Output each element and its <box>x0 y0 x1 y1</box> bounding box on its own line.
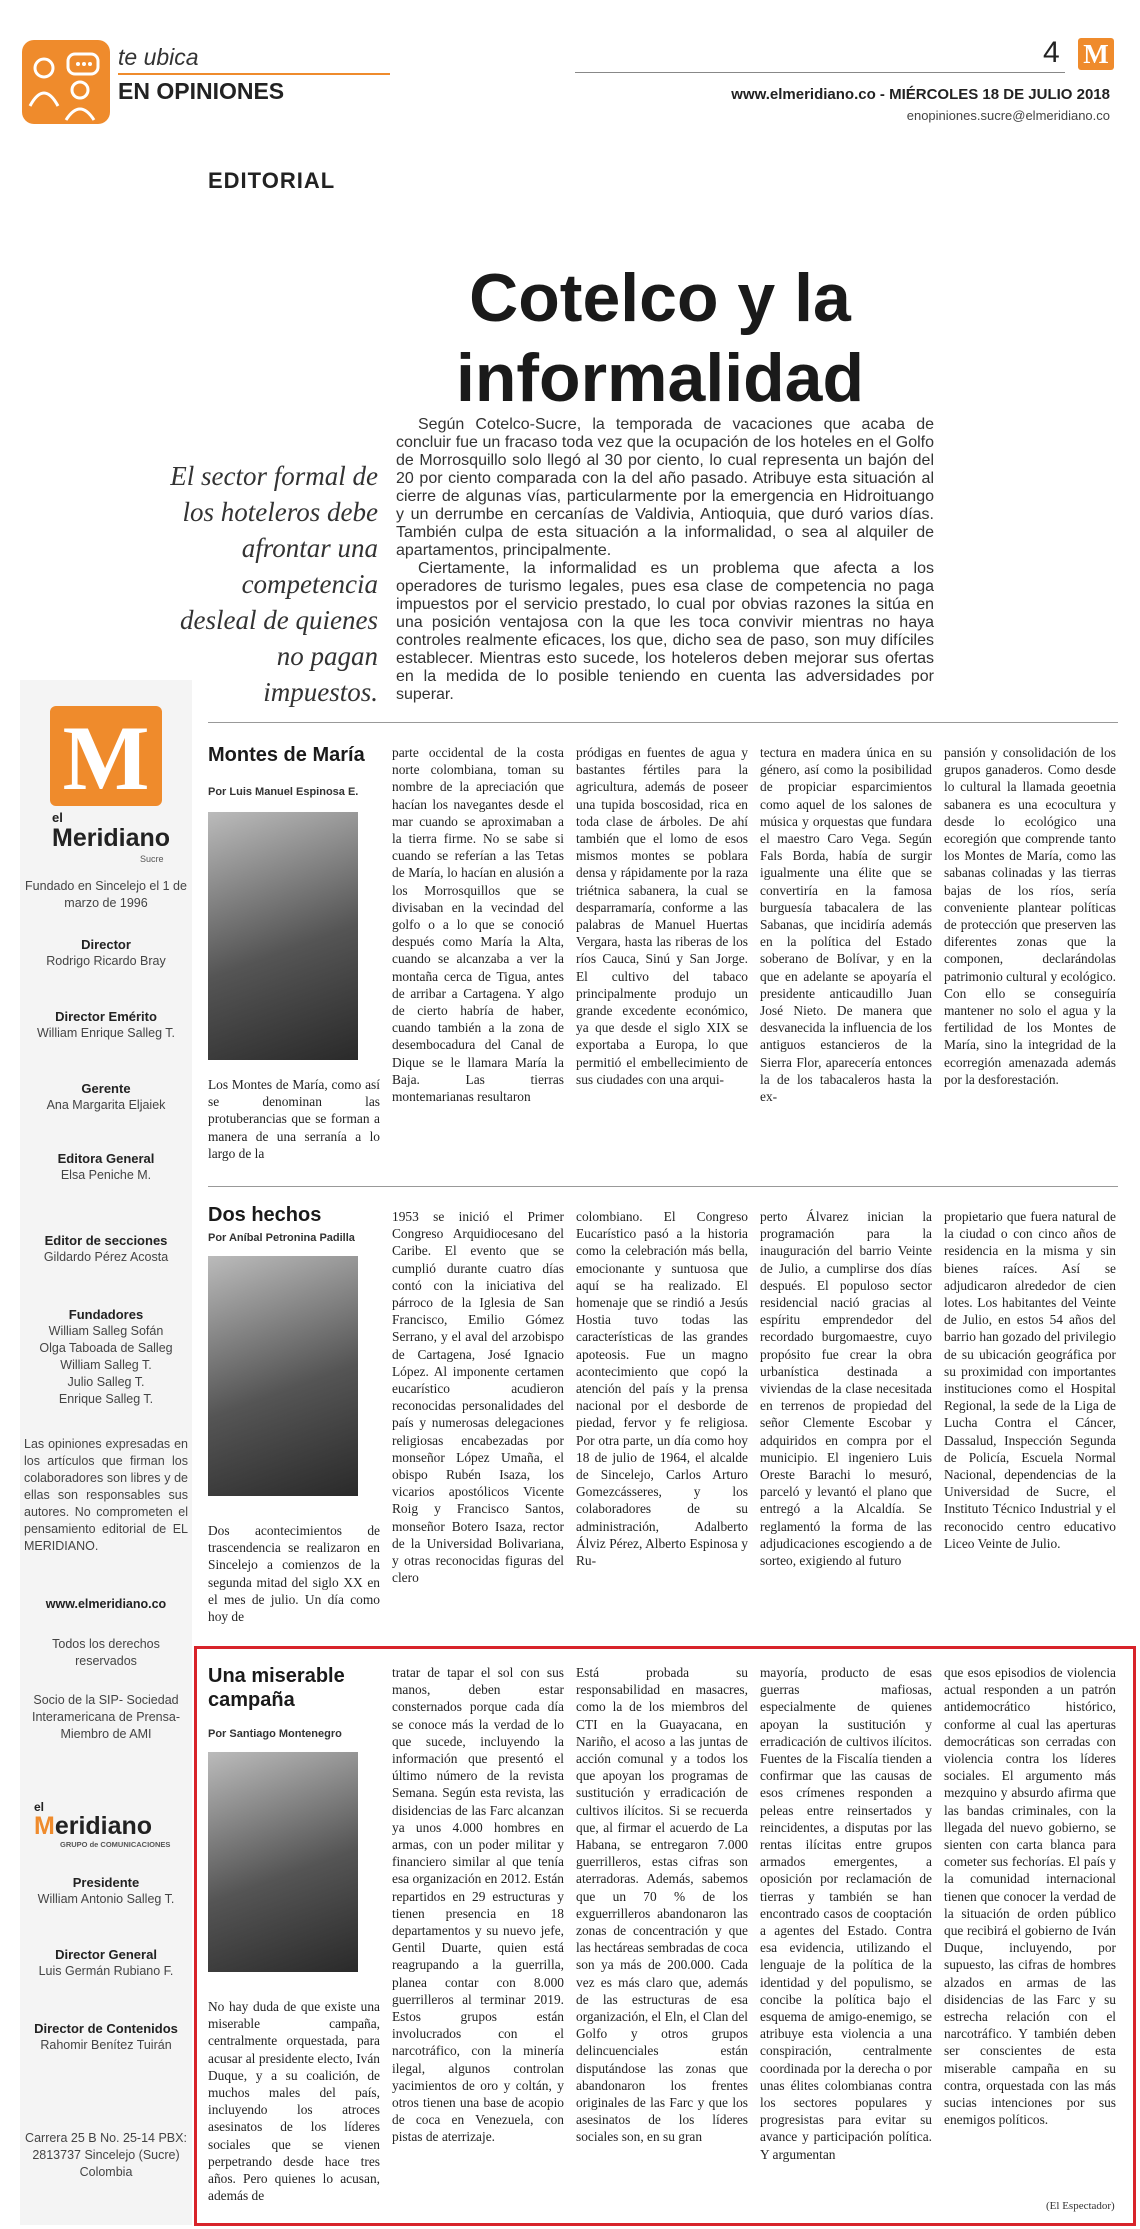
editorial-paragraph: Según Cotelco-Sucre, la temporada de vacaciones que acaba de concluir fue un fracaso toda vez que la ocupación de los hoteles en el Golfo de Morrosquillo solo llegó al 30 por ciento, lo cual representa un bajón del 20 por ciento comparada con la del año pasado. Atribuye esta situación al cierre de algunas vías, particularmente por la emergencia en Hidroituango y un derrumbe en cercanías de Valdivia, Antioquia, que duró varios días. También culpa de esta situación a la informalidad, o sea al alquiler de apartamentos, principalmente. <box>396 416 934 559</box>
group-director <box>24 1946 188 1980</box>
staff-name: Rahomir Benítez Tuirán <box>40 2038 172 2052</box>
editorial-body <box>396 416 934 704</box>
staff-name: Rodrigo Ricardo Bray <box>46 954 166 968</box>
staff-section-editor <box>24 1232 188 1266</box>
article-byline: Por Santiago Montenegro <box>208 1728 342 1740</box>
people-chat-icon <box>22 40 110 124</box>
section-divider <box>118 73 390 75</box>
article-column: mayoría, producto de esas guerras mafiosas, especialmente de quienes apoyan la sustitución y erradicación de cultivos ilícitos. Fuentes de la Fiscalía tienden a confirmar que las causas de esos crímenes responden a peleas entre reinsertados y reincidentes, a disputas por las rentas ilícitas entre grupos armados emergentes, a oposición por reclamación de tierras y también se han encontrado casos de cooptación a agentes del Estado. Contra esa evidencia, utilizando el lenguaje de la política de la identidad y del populismo, se concibe la política bajo el esquema de amigo-enemigo, se atribuye esta violencia a una conspiración, centralmente coordinada por la derecha o por unas élites colombianas contra los sectores populares y progresistas para evitar su avance y participación política. Y argumentan <box>760 1665 932 2162</box>
date-line: www.elmeridiano.co - MIÉRCOLES 18 DE JULIO 2018 <box>731 86 1110 103</box>
brand-name: Meridiano <box>52 824 171 852</box>
article-column: tratar de tapar el sol con sus manos, deben estar consternados porque cada día se conoce más la verdad de lo que sucede, incluyendo la información que presentó el último número de la revista Semana. Según esta revista, las disidencias de las Farc alcanzan ya unos 4.000 hombres en armas, con un poder militar y financiero similar al que tenía esa organización en 2012. Están repartidos en 29 estructuras y tienen presencia en 18 departamentos y su nuevo jefe, Gentil Duarte, quien está reagrupando a la guerrilla, planea contar con 8.000 guerrilleros al terminar 2019. Estos grupos están involucrados con el narcotráfico, con la minería ilegal, algunos controlan yacimientos de oro y coltán, y otros tienen una base de acopio de coca en Venezuela, con pistas de aterrizaje. <box>392 1665 564 2145</box>
staff-role: Editora General <box>57 1151 155 1166</box>
founder-name: Julio Salleg T. <box>67 1375 145 1389</box>
staff-role: Director General <box>55 1947 157 1962</box>
group-logo: Meridiano <box>34 1812 153 1840</box>
staff-role: Director Emérito <box>55 1009 157 1024</box>
article-rule <box>208 1186 1118 1187</box>
author-photo <box>208 1752 358 1972</box>
founder-name: Enrique Salleg T. <box>58 1392 154 1406</box>
section-rule <box>208 722 1118 723</box>
staff-role: Editor de secciones <box>44 1233 168 1248</box>
staff-role: Director <box>81 937 131 952</box>
article-title: Una miserable campaña <box>208 1665 345 1711</box>
article-byline: Por Luis Manuel Espinosa E. <box>208 786 359 798</box>
founder-name: William Salleg T. <box>60 1358 152 1372</box>
editorial-headline: Cotelco y la informalidad <box>455 260 865 416</box>
staff-name: Elsa Peniche M. <box>60 1168 152 1182</box>
article-column: que esos episodios de violencia actual responden a un patrón antidemocrático histórico, conforme al cual las aperturas democráticas son cerradas con violencia contra los líderes sociales. El argumento más mezquino y absurdo afirma que las bandas criminales, con la llegada del nuevo gobierno, se sienten con carta blanca para cometer sus fechorías. El país y la comunidad internacional tienen que conocer la verdad de la situación de orden público que recibirá el gobierno de Iván Duque, incluyendo, por supuesto, las cifras de hombres alzados en armas de las disidencias de las Farc y su estrecha relación con el narcotráfico. Y también deben ser conscientes de esta miserable campaña en su contra, orquestada con las más sucias intenciones por sus enemigos políticos. <box>944 1665 1116 2128</box>
editorial-label: EDITORIAL <box>208 168 336 193</box>
article-column: pansión y consolidación de los grupos ganaderos. Como desde lo cultural la llamada geoetnia sabanera es una ecocultura y desde lo ecológico una ecoregión que comprende tanto los Montes de María, como las sabanas colinadas y las tierras bajas de los ríos, sería conveniente plantear políticas de protección que preserven las diferentes zonas que la componen, declarándolas patrimonio cultural y ecológico. Con ello se conseguiría mantener no solo el agua y la fertilidad de los Montes de María, sino la integridad de la ecorregión amenazada además por la desforestación. <box>944 745 1116 1087</box>
section-title: EN OPINIONES <box>118 78 285 104</box>
pull-quote: El sector formal de los hoteleros debe afrontar una competencia desleal de quienes no pagan impuestos. <box>170 461 378 707</box>
staff-editor <box>24 1150 188 1184</box>
brand-logo: M <box>50 706 162 806</box>
staff-role: Presidente <box>72 1875 140 1890</box>
staff-name: William Antonio Salleg T. <box>37 1892 175 1906</box>
article-column: Está probada su responsabilidad en masacres, como la de los miembros del CTI en la Guayacana, en Nariño, el acoso a las juntas de acción comunal y a todos los que apoyan los programas de sustitución y erradicación de cultivos ilícitos. Si se recuerda que, al firmar el acuerdo de La Habana, se entregaron 7.000 guerrilleros, estas cifras son aterradoras. Además, sabemos que un 70 % de los exguerrilleros abandonaron las zonas de concentración y que las hectáreas sembradas de coca son ya más de 200.000. Cada vez es más claro que, además de las estructuras de esa organización, el Eln, el Clan del Golfo y otros grupos delincuenciales están disputándose las zonas que abandonaron los frentes originales de las Farc y que los asesinatos de los líderes sociales son, en su gran <box>576 1665 748 2145</box>
group-president <box>24 1874 188 1908</box>
article-column: Dos acontecimientos de trascendencia se realizaron en Sincelejo a comienzos de la segunda mitad del siglo XX en el mes de julio. Un día como hoy de <box>208 1523 380 1625</box>
staff-role: Gerente <box>81 1081 131 1096</box>
article-source: (El Espectador) <box>1046 2200 1115 2212</box>
staff-name: William Enrique Salleg T. <box>36 1026 176 1040</box>
disclaimer: Las opiniones expresadas en los artículos que firman los colaboradores son libres y de ellas son responsables sus autores. No comprometen el pensamiento editorial de EL MERIDIANO. <box>24 1437 188 1553</box>
staff-manager <box>24 1080 188 1114</box>
article-column: tectura en madera única en su género, así como la posibilidad de propiciar esparcimientos como aquel de los salones de música y orquestas que fundara el maestro Caro Vega. Según Fals Borda, había de surgir igualmente una élite que se convertiría en la famosa burguesía tabacalera de las Sabanas, que incidiría además en la política del Estado soberano de Bolívar, y en la que en adelante se apoyaría el presidente anticaudillo Juan José Nieto. De manera que desvanecida la influencia de los antiguos estancieros de la Sierra Flor, aparecería entonces la de los tabacaleros hasta la ex- <box>760 745 932 1105</box>
founded-note: Fundado en Sincelejo el 1 de marzo de 1996 <box>25 879 187 910</box>
founder-name: Olga Taboada de Salleg <box>39 1341 173 1355</box>
section-kicker: te ubica <box>118 44 199 70</box>
author-photo <box>208 812 358 1060</box>
group-el: el <box>34 1800 45 1814</box>
article-title: Montes de María <box>208 744 365 766</box>
article-column: colombiano. El Congreso Eucarístico pasó a la historia como la celebración más bella, emocionante y suntuosa que aquí se ha realizado. El homenaje que se rindió a Jesús Hostia tuvo todas las características de las grandes apoteosis. Fue un magno acontecimiento que copó la atención del país y la prensa nacional por el desborde de piedad, fervor y fe religiosa. Por otra parte, un día como hoy 18 de julio de 1964, el alcalde de Sincelejo, Carlos Arturo Gomezcásseres, y los colaboradores de su administración, Adalberto Álviz Pérez, Alberto Espinosa y Ru- <box>576 1209 748 1569</box>
article-column: parte occidental de la costa norte colombiana, toman su nombre de la apreciación que hacían los navegantes desde el mar cuando se aproximaban a la tierra firme. No se sabe si cuando se referían a las Tetas de María, lo hacían en alusión a los Morrosquillos que se divisaban en la vecindad del golfo o a lo que se conoció después como María la Alta, cuando se alcanzaba a ver la montaña cerca de Tigua, antes de arribar a Cartagena. Y algo de cierto habría de haber, cuando también a la zona de desembocadura del Canal de Dique se le llamara María la Baja. Las tierras montemarianas resultaron <box>392 745 564 1105</box>
brand-badge: M <box>1078 38 1114 70</box>
editorial-paragraph: Ciertamente, la informalidad es un problema que afecta a los operadores de turismo legales, pues esa clase de competencia no paga impuestos por el servicio prestado, lo cual por obvias razones la sitúa en una posición ventajosa con la que les toca convivir mientras no haya controles realmente eficaces, los que, dicho sea de paso, son muy difíciles establecer. Mientras esto sucede, los hoteleros deben mejorar sus ofertas en la medida de lo posible teniendo en cuenta las adversidades por superar. <box>396 560 934 703</box>
founders-list <box>24 1306 188 1408</box>
membership-note: Socio de la SIP- Sociedad Interamericana de Prensa- Miembro de AMI <box>32 1693 180 1741</box>
staff-director <box>24 936 188 970</box>
staff-name: Gildardo Pérez Acosta <box>43 1250 169 1264</box>
staff-role: Director de Contenidos <box>34 2021 178 2036</box>
author-photo <box>208 1256 358 1496</box>
article-column: propietario que fuera natural de la ciudad o con cinco años de residencia en la misma y sin bienes raíces. Así se adjudicaron alrededor de cien lotes. Los habitantes del Veinte de Julio, en estos 54 años del barrio han gozado del privilegio de su ubicación geográfica por su proximidad con importantes instituciones como el Hospital Regional, la sede de la Liga de Lucha Contra el Cáncer, Dassalud, Inspección Segunda de Policía, Escuela Normal Nacional, dependencias de la Universidad de Sucre, el Instituto Técnico Industrial y el reconocido centro educativo Liceo Veinte de Julio. <box>944 1209 1116 1551</box>
header-rule <box>575 72 1065 73</box>
article-title: Dos hechos <box>208 1204 322 1226</box>
staff-director-emeritus <box>24 1008 188 1042</box>
brand-el: el <box>52 810 63 825</box>
contact-email: enopiniones.sucre@elmeridiano.co <box>906 108 1110 123</box>
founders-title: Fundadores <box>68 1307 144 1322</box>
page-number: 4 <box>1043 36 1060 69</box>
article-column: Los Montes de María, como así se denominan las protuberancias que se forman a manera de una serranía a lo largo de la <box>208 1077 380 1161</box>
article-column: 1953 se inició el Primer Congreso Arquidiocesano del Caribe. El evento que se cumplió durante cuatro días contó con la iniciativa del párroco de la Iglesia de San Francisco, Emilio Gómez Serrano, y el aval del arzobispo de Cartagena, José Ignacio López. Al imponente certamen eucarístico acudieron reconocidas personalidades del país y numerosas delegaciones religiosas encabezadas por monseñor López Umaña, el obispo Rubén Isaza, los vicarios apostólicos Vicente Roig y Francisco Santos, monseñor Botero Isaza, rector de la Universidad Bolivariana, y otras reconocidas figuras del clero <box>392 1209 564 1586</box>
article-byline: Por Aníbal Petronina Padilla <box>208 1232 355 1244</box>
group-content-director <box>24 2020 188 2054</box>
group-sub: GRUPO de COMUNICACIONES <box>60 1840 171 1849</box>
staff-name: Ana Margarita Eljaiek <box>46 1098 166 1112</box>
article-column: perto Álvarez inician la programación para la inauguración del barrio Veinte de Julio, a cumplirse dos días después. El populoso sector residencial nació gracias al espíritu emprendedor del recordado burgomaestre, cuyo propósito fue crear la obra urbanística destinada a viviendas de la clase necesitada en terrenos de propiedad del señor Clemente Escobar y adquiridos en compra por el municipio. El ingeniero Luis Oreste Barachi lo mesuró, parceló y levantó el plano que entregó a la Alcaldía. Se reglamentó la forma de las adjudicaciones escogiendo a de sorteo, exigiendo al futuro <box>760 1209 932 1569</box>
brand-sub: Sucre <box>140 854 164 864</box>
founder-name: William Salleg Sofán <box>48 1324 164 1338</box>
staff-name: Luis Germán Rubiano F. <box>38 1964 174 1978</box>
article-column: pródigas en fuentes de agua y bastantes fértiles para la agricultura, además de poseer una tupida boscosidad, rica en toda clase de árboles. De ahí también que el lomo de esos mismos montes se poblara densa y rápidamente por la raza triétnica sabanera, la cual se desparramaría, conforme a las palabras de Manuel Huertas Vergara, hasta las riberas de los ríos Cauca, Sinú y San Jorge. El cultivo del tabaco principalmente produjo un grande excedente económico, ya que desde el siglo XIX se exportaba a Europa, lo que permitió el embellecimiento de sus ciudades con una arqui- <box>576 745 748 1087</box>
website-link[interactable]: www.elmeridiano.co <box>45 1597 167 1611</box>
address: Carrera 25 B No. 25-14 PBX: 2813737 Sincelejo (Sucre) Colombia <box>25 2131 187 2179</box>
section-logo <box>22 40 110 124</box>
rights-note: Todos los derechos reservados <box>52 1637 160 1668</box>
article-column: No hay duda de que existe una miserable campaña, centralmente orquestada, para acusar al presidente electo, Iván Duque, y a su coalición, de muchos males del país, incluyendo los atroces asesinatos de los líderes sociales que se vienen perpetrando desde hace tres años. Pero quienes lo acusan, además de <box>208 1999 380 2204</box>
